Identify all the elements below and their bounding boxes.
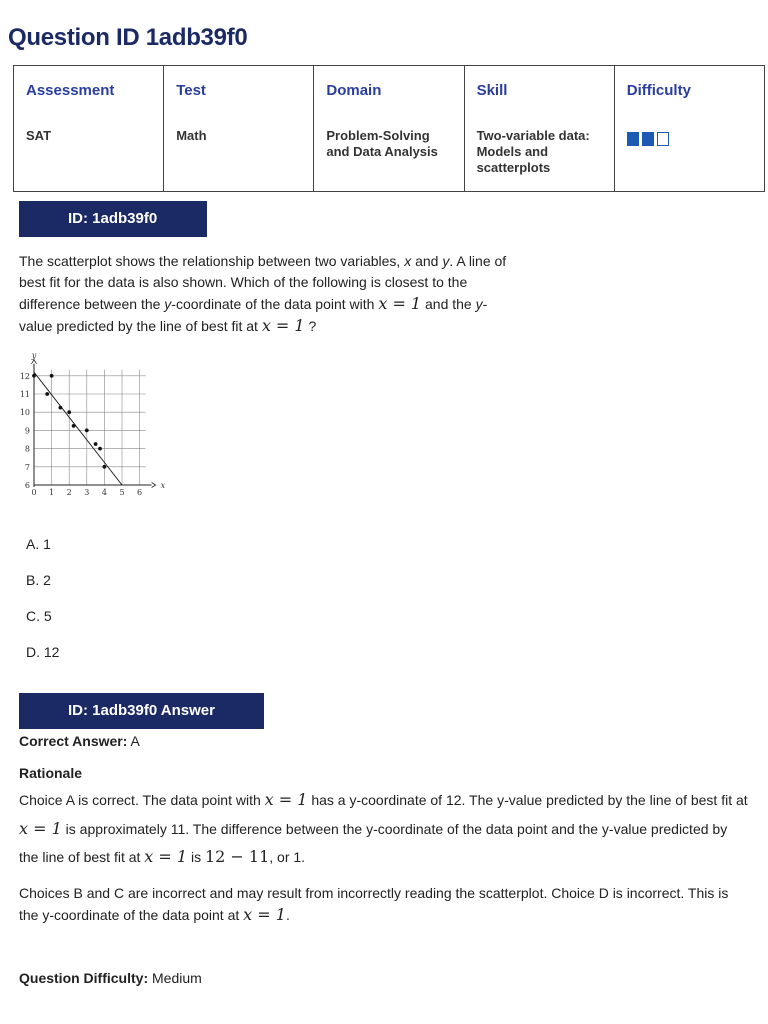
y-tick-label: 10: [19, 408, 30, 418]
x-tick-label: 4: [101, 488, 107, 497]
y-axis-label: y: [31, 350, 37, 360]
difficulty-square-filled: [627, 132, 639, 146]
rationale-paragraph-1: Choice A is correct. The data point with x = 1 has a y-coordinate of 12. The y-value predicted by the line of best fit at x = 1 is approximately 11. The difference between the y-coordinate of the data point and the y-value predicted by the line of best fit at x = 1 is 12 − 11, or 1.: [19, 790, 748, 866]
value-assessment: SAT: [14, 110, 164, 192]
math-x-equals-1: x = 1: [261, 316, 305, 335]
y-axis-arrow: [32, 360, 37, 364]
meta-header-row: [14, 66, 765, 110]
value-test: Math: [164, 110, 314, 192]
question-difficulty: [19, 965, 749, 991]
correct-answer-label: Correct Answer:: [19, 733, 128, 749]
data-point: [103, 465, 107, 469]
data-point: [45, 392, 49, 396]
difficulty-value: Medium: [148, 970, 202, 986]
value-difficulty: [614, 110, 764, 192]
y-tick-label: 11: [19, 390, 30, 399]
math-x-equals-1: x = 1: [378, 294, 422, 313]
choice-d[interactable]: D. 12: [26, 644, 60, 660]
question-meta-table: [13, 65, 765, 192]
data-point: [98, 447, 102, 451]
x-tick-label: 5: [119, 488, 125, 497]
rationale-paragraph-2: Choices B and C are incorrect and may result from incorrectly reading the scatterplot. Choice D is incorrect. This is the y-coordinate of the data point at x = 1.: [19, 885, 729, 924]
data-point: [50, 374, 54, 378]
x-tick-label: 6: [137, 488, 143, 497]
question-id-bar: ID: 1adb39f0: [19, 201, 207, 237]
y-tick-label: 8: [24, 444, 30, 454]
difficulty-square-filled: [642, 132, 654, 146]
header-assessment: Assessment: [14, 66, 164, 110]
page-title: Question ID 1adb39f0: [8, 24, 248, 51]
scatterplot: [17, 348, 167, 500]
question-stem: The scatterplot shows the relationship between two variables, x and y. A line of best fit for the data is also shown. Which of the following is closest to the difference between the y-coordinate of the data point with x = 1 and the y-value predicted by the line of best fit at x = 1 ?: [19, 253, 507, 335]
x-tick-label: 0: [31, 488, 37, 497]
data-point: [67, 410, 71, 414]
y-tick-label: 9: [24, 426, 30, 436]
answer-id-bar: ID: 1adb39f0 Answer: [19, 693, 264, 729]
data-point: [32, 374, 36, 378]
x-axis-label: x: [160, 481, 166, 490]
rationale-heading: Rationale: [19, 765, 83, 781]
y-tick-label: 7: [24, 462, 30, 472]
x-tick-label: 3: [84, 488, 90, 497]
y-tick-label: 12: [19, 371, 30, 381]
header-test: Test: [164, 66, 314, 110]
y-tick-label: 6: [24, 481, 30, 490]
x-axis-arrow: [152, 483, 156, 488]
choice-c[interactable]: C. 5: [26, 608, 52, 624]
data-point: [59, 406, 63, 410]
header-domain: Domain: [314, 66, 464, 110]
header-difficulty: Difficulty: [614, 66, 764, 110]
correct-answer: [19, 728, 749, 754]
data-point: [85, 429, 89, 433]
data-point: [94, 442, 98, 446]
difficulty-indicator: [627, 132, 669, 146]
difficulty-square-empty: [657, 132, 669, 146]
value-skill: Two-variable data: Models and scatterplots: [464, 110, 614, 192]
x-tick-label: 2: [66, 488, 72, 497]
header-skill: Skill: [464, 66, 614, 110]
best-fit-line: [34, 372, 122, 485]
correct-answer-value: A: [127, 733, 140, 749]
choice-b[interactable]: B. 2: [26, 572, 51, 588]
x-tick-label: 1: [49, 488, 55, 497]
data-point: [72, 424, 76, 428]
meta-value-row: [14, 110, 765, 192]
choice-a[interactable]: A. 1: [26, 536, 51, 552]
value-domain: Problem-Solving and Data Analysis: [314, 110, 464, 192]
difficulty-label: Question Difficulty:: [19, 970, 149, 986]
